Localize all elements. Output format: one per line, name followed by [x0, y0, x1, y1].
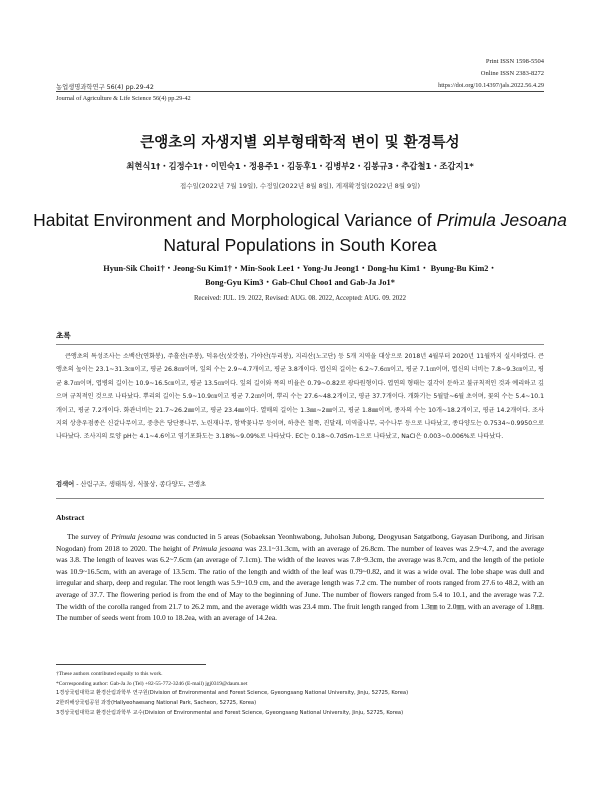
- english-title-part1: Habitat Environment and Morphological Variance of: [33, 210, 437, 230]
- english-title-part2: Natural Populations in South Korea: [163, 235, 437, 255]
- doi-link[interactable]: https://doi.org/10.14397/jals.2022.56.4.29: [438, 82, 544, 89]
- english-authors-line1: Hyun-Sik Choi1†・Jeong-Su Kim1†・Min-Sook Lee1・Yong-Ju Jeong1・Dong-hu Kim1・ Byung-Bu Kim2・: [103, 264, 497, 273]
- print-issn: Print ISSN 1598-5504: [485, 58, 544, 65]
- online-issn: Online ISSN 2383-8272: [480, 70, 544, 77]
- english-dates: Received: JUL. 19. 2022, Revised: AUG. 08. 2022, Accepted: AUG. 09. 2022: [194, 295, 406, 302]
- footnote-corresponding-author: *Corresponding author: Gab-Ja Jo (Tel) +82-55-772-3246 (E-mail) jgj0319@daum.net: [56, 680, 248, 687]
- journal-citation-korean: 농업생명과학연구 56(4) pp.29-42: [56, 84, 154, 91]
- abstract-segment: was conducted in 5 areas (Sobaeksan Yeonhwabong, Juholsan Jubong, Deogyusan Satgatbong, Gayasan Duribong, and Jirisan Nogodan) from 2018 to 2020. The height of: [56, 532, 544, 553]
- english-authors-line2: Bong-Gyu Kim3・Gab-Chul Choo1 and Gab-Ja Jo1*: [205, 278, 395, 288]
- keywords-list: - 산림구조, 생태특성, 식물상, 종다양도, 큰앵초: [74, 481, 207, 488]
- korean-keywords: [56, 479, 206, 488]
- korean-abstract-text: 큰앵초의 특성조사는 소백산(연화봉), 주흘산(주봉), 덕유산(삿갓봉), 가야산(두리봉), 지리산(노고단) 등 5개 지역을 대상으로 2018년 4월부터 2020년 11월까지 실시하였다. 큰앵초의 높이는 23.1~31.3㎝이고, 평균 26.8㎝이며, 잎의 수는 2.9~4.7개이고, 평균 3.8개이다. 엽신의 길이는 6.2~7.6㎝이고, 평균 7.1㎝이며, 엽신의 너비는 7.8~9.3㎝이고, 평균 8.7㎝이며, 엽병의 길이는 10.9~16.5㎝이고, 평균 13.5㎝이다. 잎의 길이와 폭의 비율은 0.79~0.82로 광타원형이다. 엽연의 형태는 결각이 둔하고 불규칙적인 것과 예리하고 깊으며 규칙적인 것으로 나타났다. 뿌리의 길이는 5.9~10.9㎝이고 평균 7.2㎝이며, 뿌리 수는 27.6~48.2개이고, 평균 37.7개이다. 개화기는 5월말~6월 초이며, 꽃의 수는 5.4~10.1개이고, 평균 7.2개이다. 화관너비는 21.7~26.2㎜이고, 평균 23.4㎜이다. 열매의 길이는 1.3㎜~2㎜이고, 평균 1.8㎜이며, 종자의 수는 10개~18.2개이고, 평균 14.2개이다. 조사지의 상층우점종은 신갈나무이고, 중층은 당단풍나무, 노린재나무, 함박꽃나무 등이며, 하층은 철쭉, 진달래, 미역줄나무, 국수나무 등으로 나타났고, 종다양도는 0.7534~0.9950으로 나타났다. 조사지의 토양 pH는 4.1~4.6이고 염기포화도는 3.18%~9.09%로 나타났다. EC는 0.18~0.7dSm-1으로 나타났고, NaCl은 0.003~0.006%로 나타났다.: [56, 353, 544, 441]
- abstract-species-name: Primula jesoana: [111, 532, 161, 541]
- korean-dates: 접수일(2022년 7월 19일), 수정일(2022년 8월 8일), 게재확정일(2022년 8월 9일): [179, 182, 421, 190]
- keywords-divider: [56, 498, 544, 499]
- english-abstract-heading: Abstract: [56, 513, 85, 522]
- english-title-species: Primula Jesoana: [436, 210, 567, 230]
- footnote-equal-contribution: †These authors contributed equally to this work.: [56, 671, 163, 677]
- footnote-affiliation-2: 2한려해상국립공원 과장(Hallyeohaesang National Park, Sacheon, 52725, Korea): [56, 700, 257, 707]
- korean-title: 큰앵초의 자생지별 외부형태학적 변이 및 환경특성: [140, 135, 460, 151]
- footnotes: [56, 670, 544, 719]
- abstract-divider: [56, 344, 544, 345]
- korean-abstract-heading: 초록: [56, 331, 71, 340]
- english-title: [0, 208, 600, 258]
- abstract-segment: The survey of: [67, 532, 112, 541]
- abstract-segment: was 23.1~31.3cm, with an average of 26.8cm. The number of leaves was 2.9~4.7, and the average was 3.8. The length of leaves was 6.2~7.6cm (an average of 7.1cm). The width of the leaves was 7.8~9.3cm, the average was 8.7cm, and the length of the petiole was 10.9~16.5cm, with an average of 13.5cm. The ratio of the length and width of the leaf was 0.79~0.82, and it was a wide oval. The lobe shape was dull and irregular and sharp, deep and regular. The root length was 5.9~10.9 cm, and the average length was 7.2 cm. The number of roots ranged from 27.6 to 48.2, with an average of 37.7. The flowering period is from the end of May to the beginning of June. The number of flowers ranged from 5.4 to 10.1, and the average was 7.2. The width of the corolla ranged from 21.7 to 26.2 mm, and the average width was 23.4 mm. The fruit length ranged from 1.3㎜ to 2.0㎜, with an average of 1.8㎜. The number of seeds went from 10.0 to 18.2ea, with an average of 14.2ea.: [56, 543, 545, 623]
- korean-authors: 최현식1†・김정수1†・이민숙1・정용주1・김동후1・김병부2・김봉규3・추갑철1・조갑지1*: [126, 161, 474, 171]
- english-authors: [40, 262, 560, 291]
- journal-citation-english: Journal of Agriculture & Life Science 56(4) pp.29-42: [56, 95, 191, 102]
- keywords-label: 검색어: [56, 481, 75, 488]
- footnote-divider: [56, 664, 206, 665]
- footnote-affiliation-1: 1경상국립대학교 환경산림과학부 연구원(Division of Environmental and Forest Science, Gyeongsang National University, Jinju, 52725, Korea): [56, 690, 409, 697]
- english-abstract-text: [56, 531, 544, 624]
- footnote-affiliation-3: 3경상국립대학교 환경산림과학부 교수(Division of Environmental and Forest Science, Gyeongsang National University, Jinju, 52725, Korea): [56, 709, 404, 716]
- abstract-species-name: Primula jesoana: [192, 543, 243, 553]
- header-divider: [56, 91, 544, 92]
